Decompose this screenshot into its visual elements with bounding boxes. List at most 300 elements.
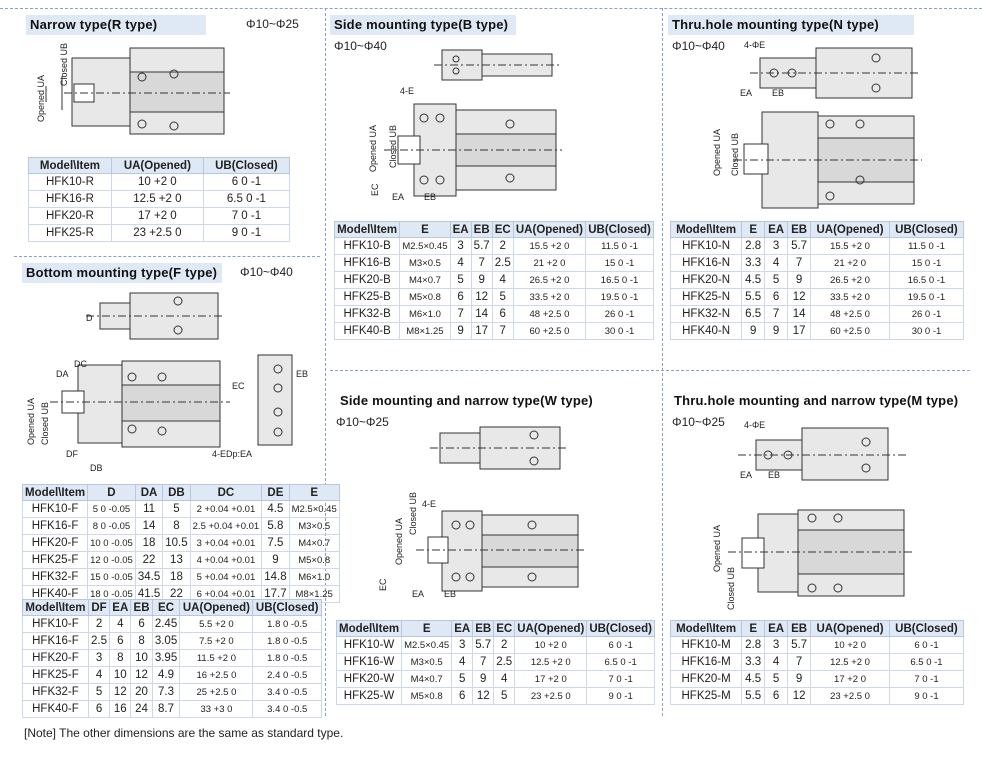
table-cell: 6.5 0 -1 [889, 654, 963, 671]
table-cell: 33 +3 0 [180, 701, 253, 718]
table-cell: 8 [163, 518, 190, 535]
w-ub-label: Closed UB [408, 491, 418, 535]
table-cell: 15 0 -1 [889, 255, 963, 272]
table-cell: HFK25-N [671, 289, 742, 306]
f-dc-label: DC [74, 359, 87, 369]
table-cell: 9 [788, 272, 811, 289]
f-ec-label: EC [232, 381, 245, 391]
table-cell: 3.4 0 -0.5 [253, 701, 322, 718]
f-type-title: Bottom mounting type(F type) [22, 263, 222, 283]
table-header: Model\Item [335, 222, 400, 238]
table-cell: 6 [765, 688, 788, 705]
table-cell: 3.3 [742, 255, 765, 272]
b-ec-label: EC [370, 183, 380, 196]
table-cell: 2.8 [742, 238, 765, 255]
table-row [23, 701, 322, 718]
table-cell: HFK40-N [671, 323, 742, 340]
n-type-diagram [700, 40, 930, 220]
b-ub-label: Closed UB [388, 124, 398, 168]
table-cell: 7 0 -1 [587, 671, 655, 688]
table-header: UB(Closed) [586, 222, 654, 238]
table-cell: 26.5 +2 0 [513, 272, 585, 289]
table-cell: 7.3 [152, 684, 180, 701]
table-row [671, 671, 964, 688]
table-cell: M3×0.5 [289, 518, 339, 535]
table-header: E [742, 621, 765, 637]
table-cell: 23 +2.5 0 [811, 688, 890, 705]
w-type-range: Φ10~Φ25 [336, 415, 389, 429]
table-cell: 6 [131, 616, 152, 633]
table-cell: 6.5 0 -1 [587, 654, 655, 671]
table-cell: HFK20-R [29, 208, 112, 225]
f-d-label: D [86, 313, 93, 323]
table-row [335, 289, 654, 306]
b-ea-label: EA [392, 192, 405, 202]
n-ua-label: Opened UA [712, 128, 722, 176]
table-cell: 6.5 0 -1 [203, 191, 289, 208]
table-cell: M2.5×0.45 [289, 501, 339, 518]
table-cell: 16.5 0 -1 [889, 272, 963, 289]
table-cell: HFK32-F [23, 684, 89, 701]
table-cell: HFK16-F [23, 633, 89, 650]
table-cell: 9 [788, 671, 811, 688]
table-cell: 5.5 [742, 688, 765, 705]
table-cell: 2 [88, 616, 109, 633]
table-cell: 6 0 -1 [203, 174, 289, 191]
table-cell: 26 0 -1 [889, 306, 963, 323]
table-row [23, 552, 340, 569]
table-cell: 6 [110, 633, 131, 650]
table-cell: 5.7 [471, 238, 492, 255]
r-type-diagram [34, 36, 234, 146]
table-row [337, 654, 655, 671]
f-df-label: DF [66, 449, 78, 459]
table-cell: 34.5 [135, 569, 162, 586]
table-cell: 6 [450, 289, 471, 306]
w-ua-label: Opened UA [394, 517, 404, 565]
w-type-table [336, 620, 655, 705]
table-cell: 5.5 [742, 289, 765, 306]
table-cell: 6 0 -1 [587, 637, 655, 654]
table-cell: HFK20-B [335, 272, 400, 289]
r-ua-label: Opened UA [36, 74, 46, 122]
table-cell: 12.5 +2 0 [515, 654, 587, 671]
r-type-table [28, 157, 290, 242]
table-cell: 5.7 [788, 637, 811, 654]
table-cell: 14 [135, 518, 162, 535]
table-cell: 3.3 [742, 654, 765, 671]
table-cell: 23 +2.5 0 [111, 225, 203, 242]
table-cell: 12 0 -0.05 [88, 552, 136, 569]
f-edp-label: 4-EDp:EA [212, 449, 253, 459]
table-cell: HFK25-F [23, 552, 88, 569]
m-e-label: 4-ΦE [744, 420, 766, 430]
table-cell: 7 [473, 654, 494, 671]
table-cell: 14 [788, 306, 811, 323]
table-row [29, 191, 290, 208]
table-row [671, 323, 964, 340]
table-row [671, 637, 964, 654]
table-header: EA [452, 621, 473, 637]
table-cell: 7 [765, 306, 788, 323]
table-cell: 1.8 0 -0.5 [253, 650, 322, 667]
table-row [671, 272, 964, 289]
table-cell: HFK25-B [335, 289, 400, 306]
table-header: EC [492, 222, 513, 238]
table-cell: 26.5 +2 0 [811, 272, 890, 289]
table-cell: M4×0.7 [400, 272, 450, 289]
n-e-label: 4-ΦE [744, 40, 766, 50]
table-cell: 6.5 [742, 306, 765, 323]
w-eb-label: EB [444, 589, 457, 599]
table-cell: 12 [471, 289, 492, 306]
table-header: EA [765, 621, 788, 637]
table-cell: 7 [788, 654, 811, 671]
table-cell: 23 +2.5 0 [515, 688, 587, 705]
table-cell: 10 0 -0.05 [88, 535, 136, 552]
table-cell: 4 [494, 671, 515, 688]
table-cell: 4 [452, 654, 473, 671]
table-cell: 14.8 [262, 569, 289, 586]
table-cell: 6 [765, 289, 788, 306]
table-cell: 10 [110, 667, 131, 684]
table-cell: 7 [492, 323, 513, 340]
table-cell: HFK20-F [23, 650, 89, 667]
table-cell: 5 [88, 684, 109, 701]
table-cell: 4 [450, 255, 471, 272]
table-cell: 11.5 0 -1 [889, 238, 963, 255]
table-cell: 4.5 [742, 272, 765, 289]
r-type-range: Φ10~Φ25 [246, 17, 299, 31]
table-cell: 4.9 [152, 667, 180, 684]
table-cell: 12.5 +2 0 [111, 191, 203, 208]
table-cell: 30 0 -1 [586, 323, 654, 340]
table-cell: 1.8 0 -0.5 [253, 633, 322, 650]
table-cell: M5×0.8 [402, 688, 452, 705]
table-cell: 3 +0.04 +0.01 [190, 535, 262, 552]
table-cell: 8 [110, 650, 131, 667]
f-type-table-1 [22, 484, 340, 603]
table-cell: 15.5 +2 0 [811, 238, 890, 255]
table-cell: 19.5 0 -1 [889, 289, 963, 306]
table-row [23, 569, 340, 586]
table-cell: HFK40-F [23, 701, 89, 718]
table-cell: HFK25-R [29, 225, 112, 242]
table-header: E [402, 621, 452, 637]
table-header: Model\Item [23, 600, 89, 616]
table-cell: HFK20-W [337, 671, 402, 688]
table-cell: HFK16-F [23, 518, 88, 535]
table-cell: 15 0 -1 [586, 255, 654, 272]
table-row [23, 633, 322, 650]
table-header: UA(Opened) [180, 600, 253, 616]
table-cell: 22 [135, 552, 162, 569]
table-cell: 5.5 +2 0 [180, 616, 253, 633]
table-cell: 4 [765, 255, 788, 272]
b-type-table [334, 221, 654, 340]
table-cell: 2 +0.04 +0.01 [190, 501, 262, 518]
table-cell: 17 +2 0 [111, 208, 203, 225]
table-cell: M6×1.0 [289, 569, 339, 586]
table-cell: 5 [450, 272, 471, 289]
table-cell: 18 [163, 569, 190, 586]
table-cell: 4 [492, 272, 513, 289]
w-e-label: 4-E [422, 499, 437, 509]
table-cell: 9 [473, 671, 494, 688]
b-type-diagram [334, 50, 564, 220]
table-cell: M5×0.8 [289, 552, 339, 569]
w-ec-label: EC [378, 578, 388, 591]
table-header: DA [135, 485, 162, 501]
table-header: E [742, 222, 765, 238]
table-cell: 12 [131, 667, 152, 684]
table-cell: 16.5 0 -1 [586, 272, 654, 289]
table-cell: 12 [110, 684, 131, 701]
table-cell: 15 0 -0.05 [88, 569, 136, 586]
table-cell: HFK10-R [29, 174, 112, 191]
table-cell: 3.4 0 -0.5 [253, 684, 322, 701]
table-cell: 7.5 +2 0 [180, 633, 253, 650]
table-cell: 9 [742, 323, 765, 340]
b-eb-label: EB [424, 192, 437, 202]
table-header: DE [262, 485, 289, 501]
table-cell: 18 [135, 535, 162, 552]
table-header: EC [152, 600, 180, 616]
table-header: EC [494, 621, 515, 637]
table-header: Model\Item [671, 222, 742, 238]
table-header: UB(Closed) [203, 158, 289, 174]
table-cell: 60 +2.5 0 [811, 323, 890, 340]
table-cell: 17 [471, 323, 492, 340]
table-cell: HFK40-F [23, 586, 88, 603]
table-cell: 41.5 [135, 586, 162, 603]
table-row [29, 225, 290, 242]
table-cell: HFK10-B [335, 238, 400, 255]
n-type-range: Φ10~Φ40 [672, 39, 725, 53]
table-cell: M3×0.5 [400, 255, 450, 272]
table-cell: 8.7 [152, 701, 180, 718]
table-cell: M5×0.8 [400, 289, 450, 306]
m-eb-label: EB [768, 470, 781, 480]
table-row [671, 654, 964, 671]
table-cell: HFK16-W [337, 654, 402, 671]
table-cell: 6 0 -1 [889, 637, 963, 654]
table-cell: 2.4 0 -0.5 [253, 667, 322, 684]
table-row [337, 637, 655, 654]
table-cell: 13 [163, 552, 190, 569]
table-row [671, 306, 964, 323]
table-row [23, 535, 340, 552]
table-cell: M2.5×0.45 [400, 238, 450, 255]
table-cell: 9 0 -1 [889, 688, 963, 705]
table-cell: 10 +2 0 [515, 637, 587, 654]
w-type-diagram [378, 425, 610, 605]
table-cell: 15.5 +2 0 [513, 238, 585, 255]
table-cell: 5.8 [262, 518, 289, 535]
table-cell: 9 [471, 272, 492, 289]
table-cell: 10 +2 0 [111, 174, 203, 191]
table-row [23, 501, 340, 518]
table-cell: HFK10-W [337, 637, 402, 654]
table-cell: 21 +2 0 [811, 255, 890, 272]
table-cell: 7 [450, 306, 471, 323]
table-cell: 6 [88, 701, 109, 718]
table-cell: HFK16-N [671, 255, 742, 272]
table-cell: 4.5 [742, 671, 765, 688]
table-cell: M2.5×0.45 [402, 637, 452, 654]
table-cell: HFK10-F [23, 616, 89, 633]
table-cell: 4 [110, 616, 131, 633]
table-cell: 11.5 0 -1 [586, 238, 654, 255]
table-cell: 7.5 [262, 535, 289, 552]
table-cell: 30 0 -1 [889, 323, 963, 340]
f-da-label: DA [56, 369, 69, 379]
table-cell: 8 [131, 633, 152, 650]
r-ub-label: Closed UB [59, 42, 69, 86]
table-cell: 2.5 [492, 255, 513, 272]
table-cell: M8×1.25 [400, 323, 450, 340]
table-cell: 2.5 +0.04 +0.01 [190, 518, 262, 535]
table-cell: 10.5 [163, 535, 190, 552]
m-type-range: Φ10~Φ25 [672, 415, 725, 429]
table-cell: 2 [492, 238, 513, 255]
n-type-title: Thru.hole mounting type(N type) [668, 15, 914, 35]
table-header: UB(Closed) [889, 222, 963, 238]
table-row [23, 667, 322, 684]
n-type-table [670, 221, 964, 340]
table-cell: 3 [450, 238, 471, 255]
table-cell: 3 [765, 238, 788, 255]
table-cell: 5 [452, 671, 473, 688]
m-ub-label: Closed UB [726, 566, 736, 610]
table-cell: 5 [765, 671, 788, 688]
table-cell: 22 [163, 586, 190, 603]
table-cell: HFK20-N [671, 272, 742, 289]
b-e-label: 4-E [400, 86, 415, 96]
table-cell: M3×0.5 [402, 654, 452, 671]
table-cell: 3 [452, 637, 473, 654]
table-cell: 2.45 [152, 616, 180, 633]
table-cell: HFK10-N [671, 238, 742, 255]
table-header: UA(Opened) [811, 222, 890, 238]
table-row [337, 688, 655, 705]
table-header: DB [163, 485, 190, 501]
table-cell: 33.5 +2 0 [811, 289, 890, 306]
table-cell: 9 [262, 552, 289, 569]
table-row [23, 684, 322, 701]
table-cell: 5 +0.04 +0.01 [190, 569, 262, 586]
table-header: EB [788, 621, 811, 637]
table-cell: 17 +2 0 [515, 671, 587, 688]
table-cell: 5.7 [788, 238, 811, 255]
table-cell: 3.95 [152, 650, 180, 667]
table-cell: HFK25-F [23, 667, 89, 684]
table-cell: 9 0 -1 [203, 225, 289, 242]
table-header: E [400, 222, 450, 238]
w-type-title: Side mounting and narrow type(W type) [336, 391, 598, 411]
f-ub-label: Closed UB [40, 401, 50, 445]
table-cell: HFK40-B [335, 323, 400, 340]
table-cell: HFK32-F [23, 569, 88, 586]
table-cell: 4 [765, 654, 788, 671]
table-cell: 19.5 0 -1 [586, 289, 654, 306]
table-cell: 48 +2.5 0 [811, 306, 890, 323]
table-row [29, 174, 290, 191]
m-type-table [670, 620, 964, 705]
b-ua-label: Opened UA [368, 124, 378, 172]
table-cell: M4×0.7 [289, 535, 339, 552]
table-cell: 17 +2 0 [811, 671, 890, 688]
table-cell: 7 [471, 255, 492, 272]
b-type-title: Side mounting type(B type) [330, 15, 516, 35]
table-header: UB(Closed) [889, 621, 963, 637]
table-header: UA(Opened) [513, 222, 585, 238]
table-header: UB(Closed) [253, 600, 322, 616]
table-cell: 2.5 [494, 654, 515, 671]
table-cell: 6 [452, 688, 473, 705]
table-row [335, 323, 654, 340]
table-row [671, 688, 964, 705]
m-type-diagram [708, 420, 928, 615]
table-cell: 5 [163, 501, 190, 518]
table-cell: 5 [492, 289, 513, 306]
table-row [29, 208, 290, 225]
table-cell: HFK20-F [23, 535, 88, 552]
table-header: EA [450, 222, 471, 238]
table-cell: 5 [494, 688, 515, 705]
table-cell: 5 [765, 272, 788, 289]
table-cell: 3 [88, 650, 109, 667]
table-row [23, 650, 322, 667]
table-row [23, 616, 322, 633]
table-row [337, 671, 655, 688]
table-header: EA [110, 600, 131, 616]
table-header: EB [788, 222, 811, 238]
table-cell: M6×1.0 [400, 306, 450, 323]
table-cell: HFK20-M [671, 671, 742, 688]
table-header: EB [131, 600, 152, 616]
table-cell: 7 0 -1 [889, 671, 963, 688]
table-row [335, 272, 654, 289]
table-cell: 4 +0.04 +0.01 [190, 552, 262, 569]
f-type-range: Φ10~Φ40 [240, 265, 293, 279]
table-cell: 5.7 [473, 637, 494, 654]
table-header: Model\Item [671, 621, 742, 637]
table-row [335, 255, 654, 272]
table-row [335, 306, 654, 323]
table-cell: 2.8 [742, 637, 765, 654]
table-cell: 9 [765, 323, 788, 340]
f-type-table-2 [22, 599, 322, 718]
table-cell: 17 [788, 323, 811, 340]
table-cell: M8×1.25 [289, 586, 339, 603]
table-cell: 20 [131, 684, 152, 701]
table-cell: HFK16-R [29, 191, 112, 208]
table-cell: 26 0 -1 [586, 306, 654, 323]
table-row [671, 255, 964, 272]
table-cell: 10 [131, 650, 152, 667]
table-cell: 21 +2 0 [513, 255, 585, 272]
table-header: EA [765, 222, 788, 238]
table-cell: 6 +0.04 +0.01 [190, 586, 262, 603]
table-cell: 18 0 -0.05 [88, 586, 136, 603]
table-cell: 14 [471, 306, 492, 323]
table-cell: HFK25-M [671, 688, 742, 705]
table-cell: 3 [765, 637, 788, 654]
table-cell: 4.5 [262, 501, 289, 518]
r-type-title: Narrow type(R type) [26, 15, 206, 35]
footnote: [Note] The other dimensions are the same as standard type. [24, 726, 344, 740]
